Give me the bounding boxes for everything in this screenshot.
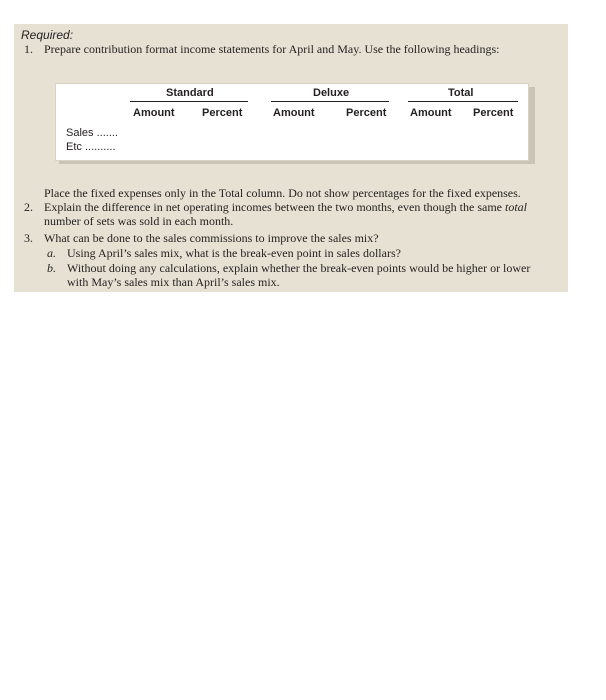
- q2-line1-text: Explain the difference in net operating incomes between the two months, even though the same: [44, 200, 505, 214]
- rule-standard: [130, 101, 248, 102]
- q2-line1: [44, 200, 527, 215]
- group-deluxe: Deluxe: [313, 87, 350, 99]
- q3b-label: b.: [47, 261, 56, 275]
- q2-number: 2.: [24, 200, 33, 214]
- q3-number: 3.: [24, 231, 33, 245]
- rule-deluxe: [271, 101, 389, 102]
- row-etc-leader: ..........: [84, 141, 116, 153]
- row-etc: [66, 141, 116, 153]
- col-total-percent: Percent: [473, 107, 514, 119]
- col-deluxe-amount: Amount: [273, 107, 315, 119]
- col-standard-percent: Percent: [202, 107, 243, 119]
- q2-line1-emphasis: total: [504, 200, 527, 214]
- group-total: Total: [448, 87, 474, 99]
- q3-text: What can be done to the sales commissions to improve the sales mix?: [44, 231, 379, 245]
- q2-line2: number of sets was sold in each month.: [44, 214, 234, 228]
- q3a-label: a.: [47, 246, 56, 260]
- row-etc-label: Etc: [66, 141, 82, 153]
- row-sales-leader: .......: [96, 127, 118, 139]
- q3a-text: Using April’s sales mix, what is the break-even point in sales dollars?: [67, 246, 401, 260]
- rule-total: [408, 101, 518, 102]
- group-standard: Standard: [166, 87, 214, 99]
- q3b-line1: Without doing any calculations, explain whether the break-even points would be higher or lower: [67, 261, 531, 275]
- row-sales: [66, 127, 118, 139]
- col-total-amount: Amount: [410, 107, 452, 119]
- row-sales-label: Sales: [66, 127, 94, 139]
- col-deluxe-percent: Percent: [346, 107, 387, 119]
- fixed-expenses-note: Place the fixed expenses only in the Total column. Do not show percentages for the fixed expenses.: [44, 186, 521, 200]
- required-heading: Required:: [21, 28, 74, 42]
- q1-number: 1.: [24, 42, 33, 56]
- q3b-line2: with May’s sales mix than April’s sales mix.: [67, 275, 280, 289]
- q1-text: Prepare contribution format income statements for April and May. Use the following headings:: [44, 42, 500, 56]
- col-standard-amount: Amount: [133, 107, 175, 119]
